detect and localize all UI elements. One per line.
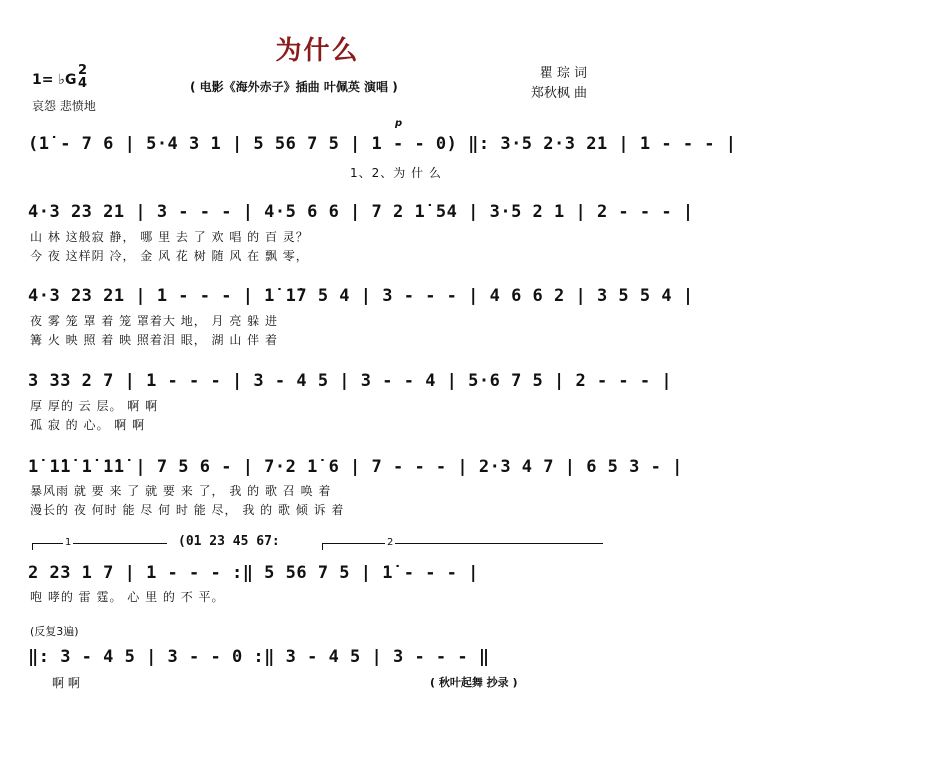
notation-row-4: 3 33 2 7 | 1 - - - | 3 - 4 5 | 3 - - 4 | 5·6 7 5 | 2 - - - | xyxy=(28,371,673,391)
notation-row-6: 2 23 1 7 | 1 - - - :‖ 5 56 7 5 | 1̇ - - - | xyxy=(28,563,479,583)
notation-row-3: 4·3 23 21 | 1 - - - | 1̇ 1̇7 5 4 | 3 - - - | 4 6 6 2 | 3 5 5 4 | xyxy=(28,286,694,306)
second-ending-number: 2 xyxy=(387,537,394,548)
interlude-notes: (01 23 45 67: xyxy=(178,534,280,549)
lyrics-row-6: 咆 哮的 雷 霆。 心 里 的 不 平。 xyxy=(30,590,225,604)
meter-top: 2 xyxy=(78,63,88,78)
lyrics-row-3-verse-2: 篝 火 映 照 着 映 照着泪 眼， 湖 山 伴 着 xyxy=(30,333,278,347)
notation-row-2: 4·3 23 21 | 3 - - - | 4·5 6 6 | 7 2 1̇ 54 | 3·5 2 1 | 2 - - - | xyxy=(28,202,694,222)
dynamic-marking: p xyxy=(395,118,403,129)
transcriber-credit: ( 秋叶起舞 抄录 ) xyxy=(430,676,518,689)
notation-row-5: 1̇ 1̇1̇ 1̇ 1̇1̇ | 7 5 6 - | 7·2 1̇ 6 | 7 - - - | 2·3 4 7 | 6 5 3 - | xyxy=(28,457,683,477)
lyrics-row-4-verse-1: 厚 厚的 云 层。 啊 啊 xyxy=(30,399,159,413)
song-subtitle: ( 电影《海外赤子》插曲 叶佩英 演唱 ) xyxy=(190,80,398,94)
lyrics-row-4-verse-2: 孤 寂 的 心。 啊 啊 xyxy=(30,418,146,432)
second-ending-bracket xyxy=(322,537,603,550)
notation-row-7: ‖: 3 - 4 5 | 3 - - 0 :‖ 3 - 4 5 | 3 - - - ‖ xyxy=(28,647,490,667)
lyrics-row-2-verse-1: 山 林 这般寂 静， 哪 里 去 了 欢 唱 的 百 灵？ xyxy=(30,230,309,244)
lyrics-row-3-verse-1: 夜 雾 笼 罩 着 笼 罩着大 地， 月 亮 躲 进 xyxy=(30,314,278,328)
composer-credit: 郑秋枫 曲 xyxy=(530,86,587,101)
key-signature: 1= ♭G xyxy=(32,72,77,88)
meter-bottom: 4 xyxy=(78,76,88,91)
notation-row-1: (1̇ - 7 6 | 5·4 3 1 | 5 56 7 5 | 1 - - 0) ‖: 3·5 2·3 21 | 1 - - - | xyxy=(28,134,737,154)
song-title: 为什么 xyxy=(275,36,360,66)
first-ending-number: 1 xyxy=(65,537,72,548)
lyricist-credit: 瞿 琮 词 xyxy=(539,66,587,81)
lyrics-row-7-a: 啊 啊 xyxy=(52,676,80,690)
lyrics-row-5-verse-2: 漫长的 夜 何时 能 尽 何 时 能 尽， 我 的 歌 倾 诉 着 xyxy=(30,503,345,517)
lyrics-row-2-verse-2: 今 夜 这样阴 冷， 金 风 花 树 随 风 在 飘 零， xyxy=(30,249,309,263)
expression-marking: 哀怨 悲愤地 xyxy=(32,99,96,113)
lyrics-row-1: 1、2、为 什 么 xyxy=(350,166,442,180)
repeat-instruction: (反复3遍) xyxy=(30,625,79,638)
first-ending-bracket xyxy=(32,537,167,550)
time-signature xyxy=(78,64,87,90)
lyrics-row-5-verse-1: 暴风雨 就 要 来 了 就 要 来 了， 我 的 歌 召 唤 着 xyxy=(30,484,332,498)
